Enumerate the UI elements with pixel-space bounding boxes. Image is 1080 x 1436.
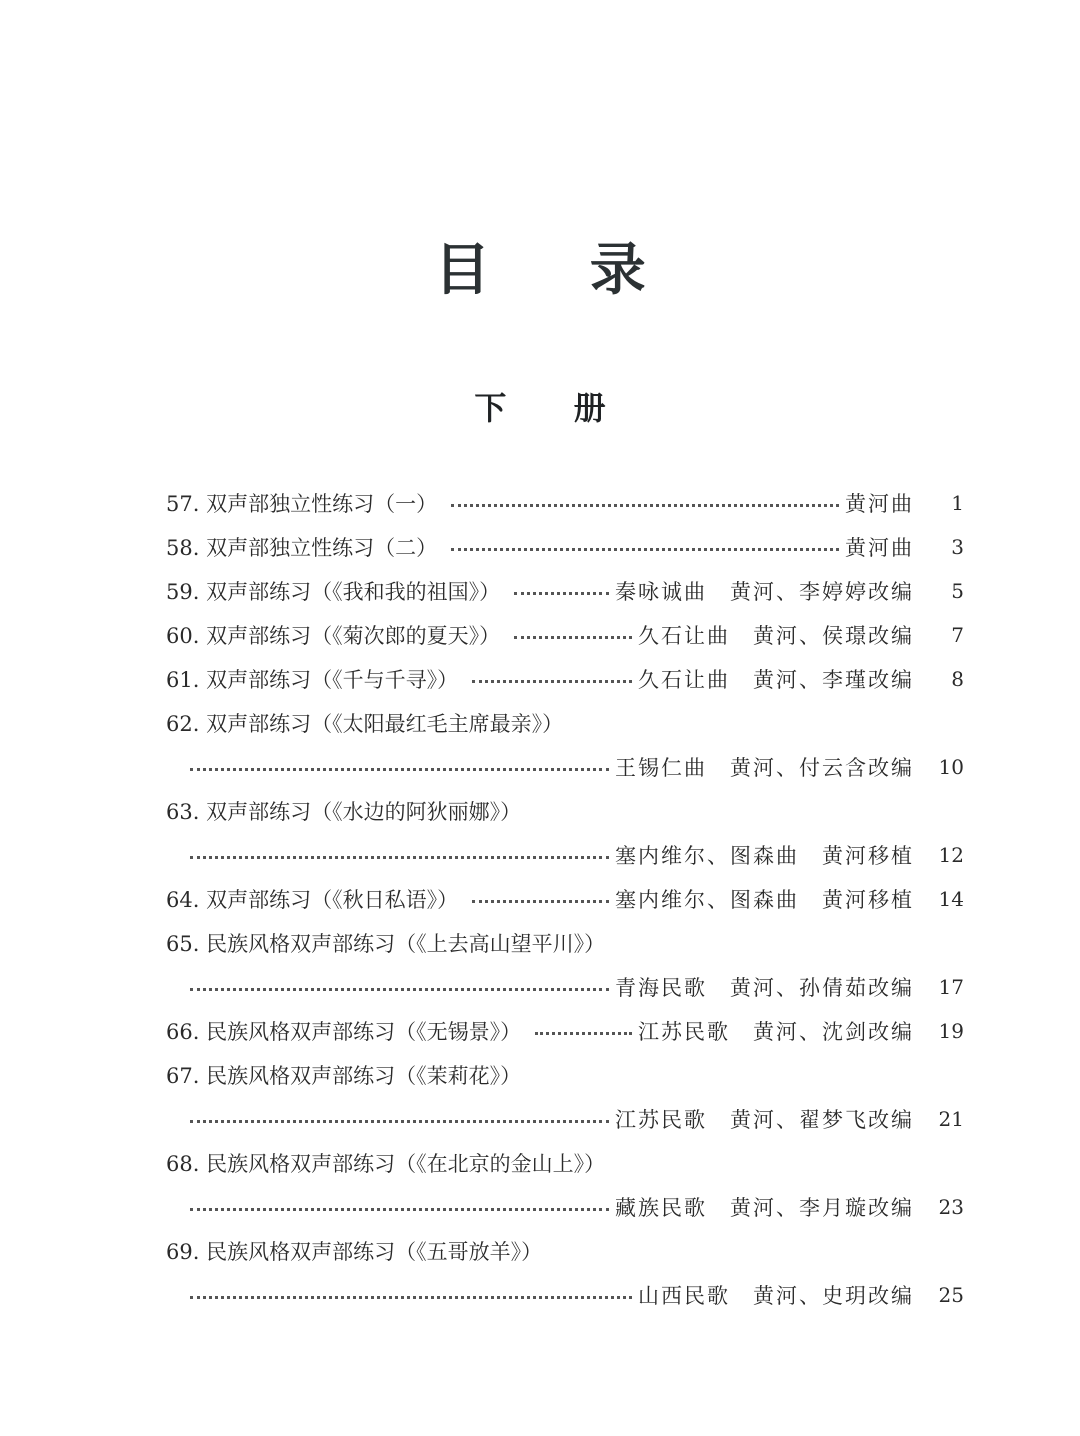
entry-page-number: 10 (938, 755, 964, 779)
entry-title: 58. 双声部独立性练习（二） (166, 536, 438, 560)
entry-credit: 青海民歌 黄河、孙倩茹改编 (615, 976, 914, 1000)
entry-credit: 山西民歌 黄河、史玥改编 (638, 1284, 914, 1308)
entry-title: 68. 民族风格双声部练习（《在北京的金山上》） (166, 1152, 606, 1176)
toc-entry-62[interactable] (166, 701, 964, 745)
toc-entry-67-continuation[interactable] (166, 1097, 964, 1141)
entry-title: 57. 双声部独立性练习（一） (166, 492, 438, 516)
entry-title: 62. 双声部练习（《太阳最红毛主席最亲》） (166, 712, 564, 736)
dot-leader (190, 1295, 632, 1299)
entry-credit: 江苏民歌 黄河、翟梦飞改编 (615, 1108, 914, 1132)
dot-leader (190, 855, 609, 859)
entry-title: 69. 民族风格双声部练习（《五哥放羊》） (166, 1240, 543, 1264)
toc-entry-60[interactable] (166, 613, 964, 657)
page-title: 目 录 (434, 237, 686, 303)
entry-page-number: 14 (938, 887, 964, 911)
dot-leader (190, 987, 609, 991)
table-of-contents (166, 481, 964, 1317)
entry-page-number: 21 (938, 1107, 964, 1131)
volume-title: 下 册 (474, 389, 634, 427)
dot-leader (514, 635, 632, 639)
dot-leader (472, 679, 632, 683)
entry-page-number: 12 (938, 843, 964, 867)
toc-entry-66[interactable] (166, 1009, 964, 1053)
toc-entry-65[interactable] (166, 921, 964, 965)
entry-credit: 江苏民歌 黄河、沈剑改编 (638, 1020, 914, 1044)
toc-entry-69-continuation[interactable] (166, 1273, 964, 1317)
entry-page-number: 25 (938, 1283, 964, 1307)
entry-page-number: 17 (938, 975, 964, 999)
toc-entry-63-continuation[interactable] (166, 833, 964, 877)
toc-entry-61[interactable] (166, 657, 964, 701)
entry-title: 59. 双声部练习（《我和我的祖国》） (166, 580, 501, 604)
entry-title: 60. 双声部练习（《菊次郎的夏天》） (166, 624, 501, 648)
entry-page-number: 23 (938, 1195, 964, 1219)
dot-leader (190, 1207, 609, 1211)
toc-entry-57[interactable] (166, 481, 964, 525)
entry-credit: 黄河曲 (845, 492, 914, 516)
entry-credit: 塞内维尔、图森曲 黄河移植 (615, 888, 914, 912)
entry-credit: 秦咏诚曲 黄河、李婷婷改编 (615, 580, 914, 604)
entry-credit: 黄河曲 (845, 536, 914, 560)
entry-title: 64. 双声部练习（《秋日私语》） (166, 888, 459, 912)
entry-page-number: 5 (951, 579, 964, 603)
entry-credit: 王锡仁曲 黄河、付云含改编 (615, 756, 914, 780)
toc-entry-64[interactable] (166, 877, 964, 921)
dot-leader (535, 1031, 632, 1035)
entry-page-number: 1 (951, 491, 964, 515)
dot-leader (190, 1119, 609, 1123)
toc-entry-68[interactable] (166, 1141, 964, 1185)
entry-title: 66. 民族风格双声部练习（《无锡景》） (166, 1020, 522, 1044)
entry-credit: 久石让曲 黄河、侯璟改编 (638, 624, 914, 648)
entry-title: 67. 民族风格双声部练习（《茉莉花》） (166, 1064, 522, 1088)
entry-page-number: 7 (951, 623, 964, 647)
entry-credit: 久石让曲 黄河、李瑾改编 (638, 668, 914, 692)
toc-entry-67[interactable] (166, 1053, 964, 1097)
toc-entry-58[interactable] (166, 525, 964, 569)
dot-leader (190, 767, 609, 771)
entry-title: 61. 双声部练习（《千与千寻》） (166, 668, 459, 692)
entry-credit: 藏族民歌 黄河、李月璇改编 (615, 1196, 914, 1220)
dot-leader (472, 899, 609, 903)
entry-credit: 塞内维尔、图森曲 黄河移植 (615, 844, 914, 868)
toc-entry-62-continuation[interactable] (166, 745, 964, 789)
dot-leader (514, 591, 609, 595)
toc-entry-69[interactable] (166, 1229, 964, 1273)
dot-leader (451, 547, 839, 551)
dot-leader (451, 503, 839, 507)
entry-page-number: 3 (951, 535, 964, 559)
toc-entry-65-continuation[interactable] (166, 965, 964, 1009)
toc-entry-59[interactable] (166, 569, 964, 613)
entry-page-number: 8 (951, 667, 964, 691)
entry-title: 65. 民族风格双声部练习（《上去高山望平川》） (166, 932, 606, 956)
entry-title: 63. 双声部练习（《水边的阿狄丽娜》） (166, 800, 522, 824)
toc-entry-63[interactable] (166, 789, 964, 833)
entry-page-number: 19 (938, 1019, 964, 1043)
toc-entry-68-continuation[interactable] (166, 1185, 964, 1229)
